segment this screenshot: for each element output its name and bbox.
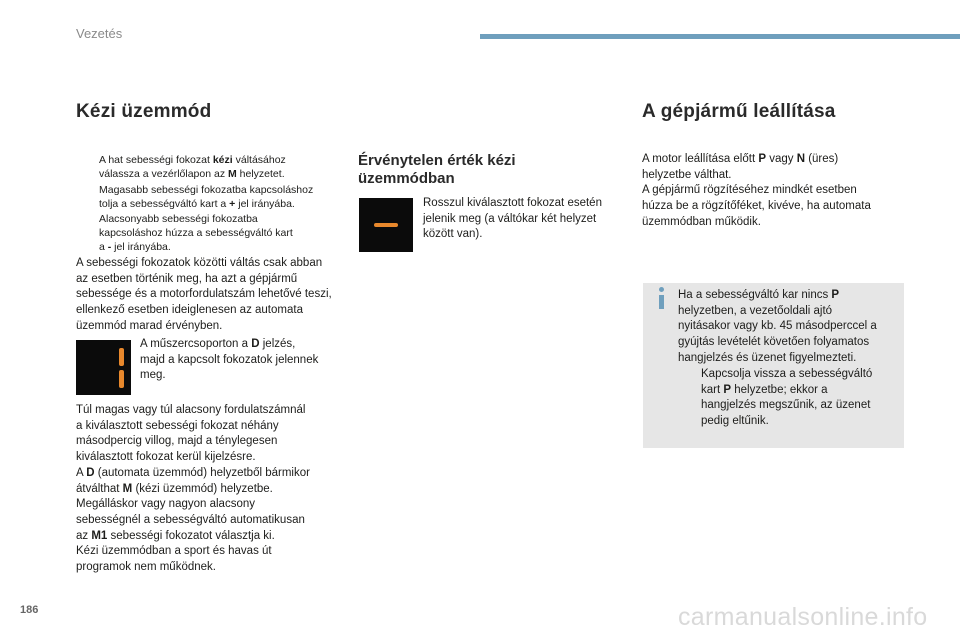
watermark: carmanualsonline.info <box>678 603 928 631</box>
header-accent-bar <box>480 34 960 39</box>
text-run-bold: + <box>229 198 236 210</box>
bullet-item <box>76 212 346 254</box>
text-run: kapcsoláshoz húzza a sebességváltó kart <box>99 227 293 239</box>
text-line: a kiválasztott sebességi fokozat néhány <box>76 419 279 432</box>
gear-indicator-icon <box>118 348 126 390</box>
text-line: helyzetbe válthat. <box>642 168 732 181</box>
text-line: nyitásakor vagy kb. 45 másodperccel a <box>678 320 877 333</box>
text-run-bold: N <box>796 153 806 165</box>
bullet-item <box>76 153 346 181</box>
bullet-item <box>76 183 346 211</box>
text-line: Érvénytelen érték kézi <box>358 152 516 169</box>
section-title-manual-mode: Kézi üzemmód <box>76 101 212 122</box>
text-run: tolja a sebességváltó kart a <box>99 198 230 210</box>
text-line: A gépjármű rögzítéséhez mindkét esetben <box>642 184 857 197</box>
section-title-stopping-vehicle: A gépjármű leállítása <box>642 101 836 122</box>
text-run: helyzetet. <box>236 168 285 180</box>
note-paragraph <box>76 256 356 335</box>
text-line: Kapcsolja vissza a sebességváltó <box>701 368 873 380</box>
text-line: húzza be a rögzítőféket, kivéve, ha automata <box>642 200 871 213</box>
display-caption <box>140 337 350 384</box>
text-run: meg. <box>140 369 166 382</box>
text-line: hangjelzés megszűnik, az üzenet <box>701 399 871 412</box>
text-line: Megálláskor vagy nagyon alacsony <box>76 498 255 511</box>
text-line: másodpercig villog, majd a ténylegesen <box>76 435 278 448</box>
text-run: (kézi üzemmód) helyzetbe. <box>132 482 273 495</box>
invalid-caption <box>423 196 623 243</box>
text-line: kiválasztott fokozat kerül kijelzésre. <box>76 451 256 464</box>
text-line: sebességnél a sebességváltó automatikusan <box>76 513 305 526</box>
text-run: kart <box>701 383 724 396</box>
info-bullet-item <box>678 367 898 430</box>
text-run: az <box>76 529 92 542</box>
text-line: között van). <box>423 228 483 241</box>
info-icon <box>657 287 667 309</box>
text-run: a <box>99 241 108 253</box>
text-run: válassza a vezérlőlapon az <box>99 168 228 180</box>
text-line: programok nem működnek. <box>76 561 216 574</box>
text-run: Alacsonyabb sebességi fokozatba <box>99 213 258 225</box>
body-paragraph <box>76 403 356 576</box>
text-run: (üres) <box>805 153 839 165</box>
text-run: A <box>76 466 87 479</box>
text-line: ellenkező esetben ideiglenesen az automata <box>76 304 303 317</box>
text-run-bold: P <box>723 383 732 396</box>
text-line: hangjelzés és üzenet figyelmezteti. <box>678 351 857 364</box>
stopping-paragraph <box>642 152 912 231</box>
text-run: A hat sebességi fokozat <box>99 154 213 166</box>
text-line: Kézi üzemmódban a sport és havas út <box>76 545 272 558</box>
text-run: vagy <box>766 153 797 165</box>
text-run: helyzetbe; ekkor a <box>731 383 828 396</box>
text-run: jel irányába. <box>111 241 171 253</box>
text-line: Rosszul kiválasztott fokozat esetén <box>423 197 602 209</box>
text-run-bold: P <box>758 153 767 165</box>
text-run: A motor leállítása előtt <box>642 153 759 165</box>
subsection-title-invalid-value <box>358 152 578 188</box>
text-line: A sebességi fokozatok közötti váltás csak abban <box>76 257 323 269</box>
text-run: (automata üzemmód) helyzetből bármikor <box>94 466 310 479</box>
text-line: gyújtás levételét követően folyamatos <box>678 336 870 349</box>
text-line: helyzetben, a vezetőoldali ajtó <box>678 304 833 317</box>
running-header: Vezetés <box>76 26 123 41</box>
text-run-bold: P <box>831 289 840 301</box>
text-line: Túl magas vagy túl alacsony fordulatszámnál <box>76 404 306 416</box>
text-run: A műszercsoporton a <box>140 338 252 350</box>
text-run-bold: D <box>86 466 95 479</box>
text-run: átválthat <box>76 482 123 495</box>
text-line: üzemmód marad érvényben. <box>76 319 223 332</box>
text-run: váltásához <box>232 154 286 166</box>
text-run: sebességi fokozatot választja ki. <box>107 529 275 542</box>
page-number: 186 <box>20 604 39 616</box>
text-run-bold: M <box>122 482 133 495</box>
text-run-bold: M <box>228 168 237 180</box>
text-line: pedig eltűnik. <box>701 415 769 428</box>
text-line: üzemmódban működik. <box>642 215 761 228</box>
text-run: Magasabb sebességi fokozatba kapcsoláshoz <box>99 184 314 196</box>
text-run-bold: D <box>251 338 260 350</box>
dash-indicator-icon <box>374 223 398 227</box>
text-line: az esetben történik meg, ha azt a gépjármű <box>76 272 298 285</box>
gear-display-image <box>76 340 131 395</box>
text-line: üzemmódban <box>358 170 455 187</box>
text-run-bold: - <box>107 241 112 253</box>
text-run: Ha a sebességváltó kar nincs <box>678 289 832 301</box>
text-line: sebessége és a motorfordulatszám lehetővé teszi, <box>76 288 332 301</box>
text-run: jelzés, <box>259 338 296 350</box>
text-run: jel irányába. <box>235 198 295 210</box>
text-line: jelenik meg (a váltókar két helyzet <box>423 212 597 225</box>
text-run-bold: M1 <box>91 529 108 542</box>
info-text <box>678 288 898 367</box>
invalid-gear-display-image <box>359 198 413 252</box>
text-run: majd a kapcsolt fokozatok jelennek <box>140 353 319 366</box>
text-run-bold: kézi <box>212 154 233 166</box>
